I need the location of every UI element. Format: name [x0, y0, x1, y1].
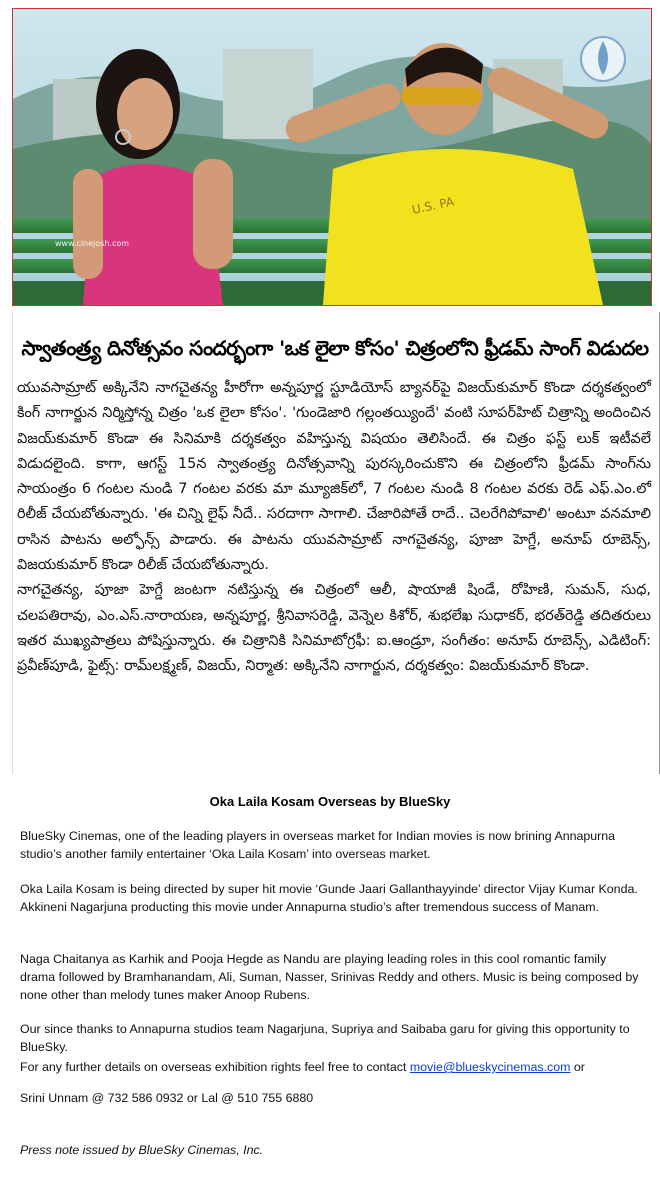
- watermark-text: www.cinejosh.com: [55, 239, 130, 248]
- press-paragraph-contact: [20, 1058, 642, 1076]
- press-paragraph-1: BlueSky Cinemas, one of the leading players in overseas market for Indian movies is now brining Annapurna studio’s another family entertainer ‘Oka Laila Kosam’ into overseas market.: [20, 829, 616, 861]
- telugu-article: [12, 312, 660, 774]
- press-paragraph-3: Naga Chaitanya as Karhik and Pooja Hegde as Nandu are playing leading roles in this cool romantic family drama followed by Bramhanandam, Ali, Suman, Nasser, Srinivas Reddy and others. Music is being composed by none other than melody tunes maker Anoop Rubens.: [20, 952, 639, 1002]
- telugu-paragraph-2: నాగచైతన్య, పూజా హెగ్డే జంటగా నటిస్తున్న ఈ చిత్రంలో ఆలీ, షాయాజీ షిండే, రోహిణి, సుమన్, సుధ, చలపతిరావు, ఎం.ఎస్.నారాయణ, అన్నపూర్ణ, శ్రీనివాసరెడ్డి, వెన్నెల కిశోర్, శుభలేఖ సుధాకర్, భరత్‌రెడ్డి తదితరులు ఇతర ముఖ్యపాత్రలు పోషిస్తున్నారు. ఈ చిత్రానికి సినిమాటోగ్రఫీ: ఐ.ఆండ్రూ, సంగీతం: అనూప్ రూబెన్స్, ఎడిటింగ్: ప్రవీణ్‌పూడి, ఫైట్స్: రామ్‌లక్ష్మణ్, విజయ్, నిర్మాత: అక్కినేని నాగార్జున, దర్శకత్వం: విజయ్‌కుమార్ కొండా.: [17, 582, 651, 675]
- svg-text:U.S. PA: U.S. PA: [410, 194, 456, 217]
- telugu-headline: స్వాతంత్ర్య దినోత్సవం సందర్భంగా 'ఒక లైలా కోసం' చిత్రంలోని ఫ్రీడమ్ సాంగ్ విడుదల: [21, 336, 649, 360]
- telugu-paragraph-1: యువసామ్రాట్ అక్కినేని నాగచైతన్య హీరోగా అన్నపూర్ణ స్టూడియోస్ బ్యానర్‌పై విజయ్‌కుమార్ కొండా దర్శకత్వంలో కింగ్ నాగార్జున నిర్మిస్తోన్న చిత్రం 'ఒక లైలా కోసం'. 'గుండెజారి గల్లంతయ్యిందే' వంటి సూపర్‌హిట్ చిత్రాన్ని అందించిన విజయ్‌కుమార్ కొండా ఈ సినిమాకి దర్శకత్వం వహిస్తున్న విషయం తెలిసిందే. ఈ చిత్రం ఫస్ట్ లుక్ ఇటీవలే విడుదలైంది. కాగా, ఆగస్ట్ 15న స్వాతంత్ర్య దినోత్సవాన్ని పురస్కరించుకొని ఈ చిత్రంలోని ఫ్రీడమ్ సాంగ్‌ను సాయంత్రం 6 గంటల నుండి 7 గంటల వరకు మా మ్యూజిక్‌లో, 7 గంటల నుండి 8 గంటల వరకు రెడ్ ఎఫ్.ఎం.లో రిలీజ్ చేయబోతున్నారు. 'ఈ చిన్ని లైఫ్ నీదే.. సరదాగా సాగాలి. చేజారిపోతే రాదే.. చెలరేగిపోవాలి' అంటూ వనమాలి రాసిన పాటను అల్ఫోన్స్ పాడారు. ఈ పాటను యువసామ్రాట్ నాగచైతన్య, పూజా హెగ్డే, అనూప్ రూబెన్స్, విజయకుమార్ కొండా రిలీజ్ చేయబోతున్నారు.: [17, 380, 651, 574]
- press-paragraph-2: Oka Laila Kosam is being directed by super hit movie ‘Gunde Jaari Gallanthayyinde’ director Vijay Kumar Konda. Akkineni Nagarjuna producting this movie under Annapurna studio’s after tremendous success of Manam.: [20, 882, 638, 914]
- press-paragraph-4: Our since thanks to Annapurna studios team Nagarjuna, Supriya and Saibaba garu for giving this opportunity to BlueSky.: [20, 1022, 630, 1054]
- contact-suffix: or: [570, 1060, 585, 1074]
- press-note-title: Oka Laila Kosam Overseas by BlueSky: [209, 794, 451, 809]
- movie-still-photo: [12, 8, 652, 306]
- telugu-article-body: [17, 376, 651, 680]
- contact-prefix: For any further details on overseas exhibition rights feel free to contact: [20, 1060, 410, 1074]
- email-link[interactable]: movie@blueskycinemas.com: [409, 1060, 571, 1074]
- phone-contacts: Srini Unnam @ 732 586 0932 or Lal @ 510 755 6880: [20, 1091, 314, 1105]
- press-note-footer: Press note issued by BlueSky Cinemas, Inc.: [20, 1143, 264, 1157]
